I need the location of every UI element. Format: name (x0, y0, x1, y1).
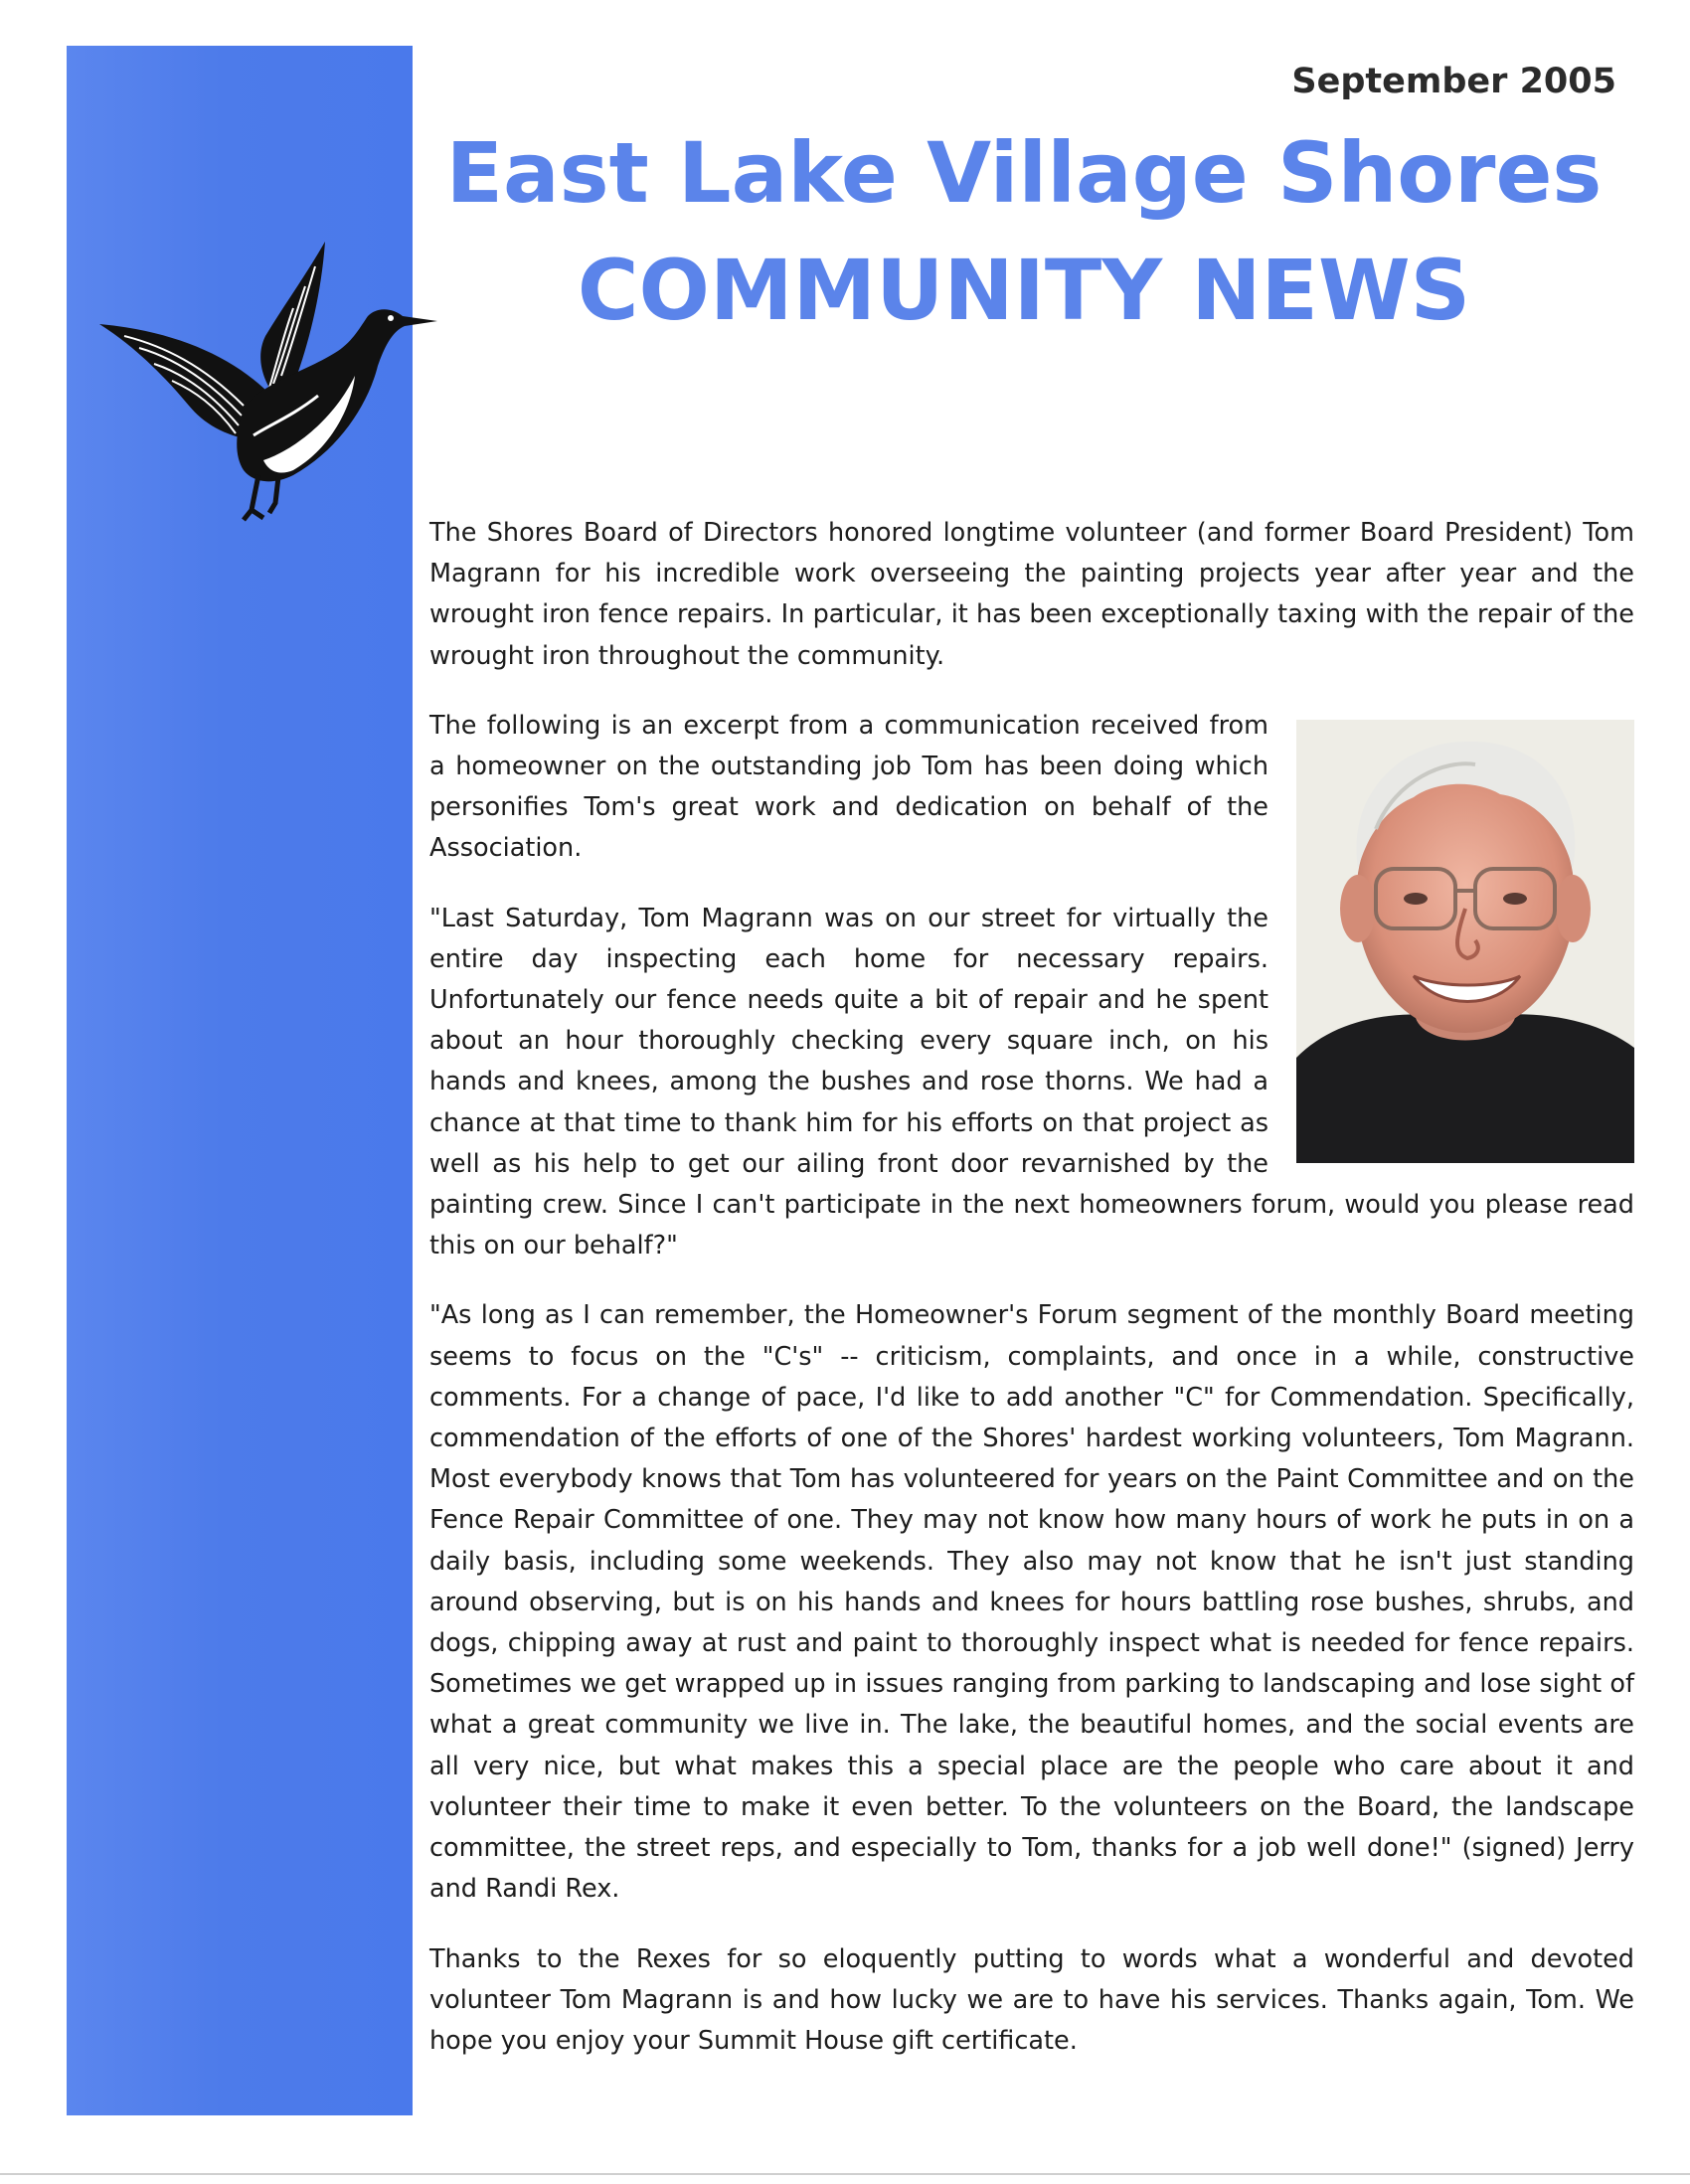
paragraph-intro: The Shores Board of Directors honored longtime volunteer (and former Board President) Tom Magrann for his incredible work overseeing the painting projects year after year and the wrought iron fence repairs. In particular, it has been exceptionally taxing with the repair of the wrought iron throughout the community. (429, 518, 1634, 671)
title-line-2: COMMUNITY NEWS (577, 242, 1471, 339)
newsletter-title (418, 123, 1630, 340)
paragraph-closing: Thanks to the Rexes for so eloquently putting to words what a wonderful and devoted volunteer Tom Magrann is and how lucky we are to have his services. Thanks again, Tom. We hope you enjoy your Summit House gift certificate. (429, 1943, 1634, 2056)
paragraph-quote-2: "As long as I can remember, the Homeowner's Forum segment of the monthly Board meeting seems to focus on the "C's" -- criticism, complaints, and once in a while, constructive comments. For a change of pace, I'd like to add another "C" for Commendation. Specifically, commendation of the efforts of one of the Shores' hardest working volunteers, Tom Magrann. Most everybody knows that Tom has volunteered for years on the Paint Committee and on the Fence Repair Committee of one. They may not know how many hours of work he puts in on a daily basis, including some weekends. They also may not know that he isn't just standing around observing, but is on his hands and knees for hours battling rose bushes, shrubs, and dogs, chipping away at rust and paint to thoroughly inspect what is needed for fence repairs. Sometimes we get wrapped up in issues ranging from parking to landscaping and lose sight of what a great community we live in. The lake, the beautiful homes, and the social events are all very nice, but what makes this a special place are the people who care about it and volunteer their time to make it even better. To the volunteers on the Board, the landscape committee, the street reps, and especially to Tom, thanks for a job well done!" (signed) Jerry and Randi Rex. (429, 1300, 1634, 1905)
flying-duck-icon (94, 237, 462, 547)
paragraph-excerpt-intro: The following is an excerpt from a communication received from a homeowner on the outstanding job Tom has been doing which personifies Tom's great work and dedication on behalf of the Association. (429, 710, 1268, 864)
article-body (429, 513, 1634, 2091)
bottom-divider (0, 2173, 1690, 2175)
paragraph-quote-1: "Last Saturday, Tom Magrann was on our street for virtually the entire day inspecting each home for necessary repairs. Unfortunately our fence needs quite a bit of repair and he spent about an hour thoroughly checking every square inch, on his hands and knees, among the bushes and rose thorns. We had a chance at that time to thank him for his efforts on that project as well as his help to get our ailing front door revarnished by the painting crew. Since I can't participate in the next homeowners forum, would you please read this on our behalf?" (429, 903, 1634, 1261)
title-line-1: East Lake Village Shores (445, 124, 1603, 222)
issue-date: September 2005 (1291, 62, 1616, 101)
portrait-photo (1296, 720, 1634, 1163)
